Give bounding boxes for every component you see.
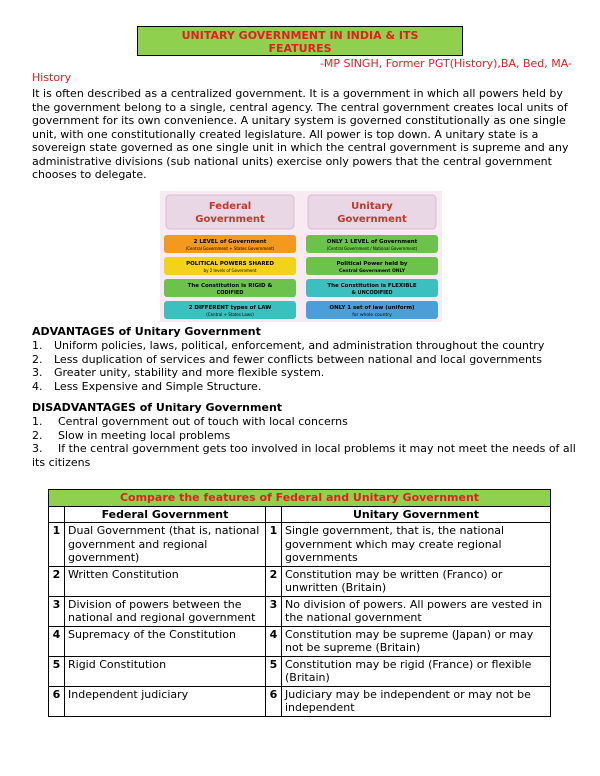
disadvantages-heading: DISADVANTAGES of Unitary Government — [32, 401, 283, 414]
list-item: 1. Uniform policies, laws, political, enforcement, and administration throughout the country — [32, 339, 545, 352]
unitary-column-header: Unitary Government — [282, 506, 551, 523]
list-item: 2. Less duplication of services and fewer conflicts between national and local governments — [32, 352, 542, 366]
unitary-row-1-sub: (Central Government / National Government) — [326, 246, 418, 251]
unitary-title-2: Government — [337, 214, 407, 225]
title-line-2: FEATURES — [268, 42, 332, 55]
unitary-row-4-title: ONLY 1 set of law (uniform) — [329, 305, 415, 311]
unitary-row-3-title: The Constitution is FLEXIBLE — [327, 283, 417, 289]
author-line: -MP SINGH, Former PGT(History),BA, Bed, MA- — [319, 57, 572, 70]
federal-title-2: Government — [195, 214, 265, 225]
unitary-row-3-sub: & UNCODIFIED — [351, 290, 393, 296]
federal-row-3-sub: CODIFIED — [216, 290, 244, 296]
unitary-title-1: Unitary — [351, 201, 393, 212]
table-row: 6 Independent judiciary 6 Judiciary may be independent or may not be independent — [49, 686, 551, 716]
unitary-row-2-sub: Central Government ONLY — [339, 269, 405, 274]
table-row: 3 Division of powers between the national and regional government 3 No division of powers. All powers are vested in the national government — [49, 596, 551, 626]
unitary-row-4-sub: for whole country — [352, 313, 392, 318]
list-item: 2. Slow in meeting local problems — [32, 428, 231, 442]
comparison-table — [48, 489, 551, 717]
advantages-heading: ADVANTAGES of Unitary Government — [32, 325, 261, 338]
disadvantages-list — [32, 415, 577, 469]
federal-vs-unitary-infographic — [160, 191, 442, 322]
list-item: 1. Central government out of touch with local concerns — [32, 415, 348, 428]
document-title — [137, 26, 463, 56]
unitary-row-2-title: Political Power held by — [336, 261, 408, 267]
federal-row-4-title: 2 DIFFERENT types of LAW — [188, 305, 272, 311]
title-line-1: UNITARY GOVERNMENT IN INDIA & ITS — [181, 29, 419, 42]
federal-row-2-title: POLITICAL POWERS SHARED — [186, 261, 274, 267]
table-caption: Compare the features of Federal and Unitary Government — [49, 490, 551, 507]
federal-row-1-sub: (Central Government + States Government) — [185, 246, 275, 251]
list-item: 3. Greater unity, stability and more flexible system. — [32, 366, 325, 379]
intro-paragraph: It is often described as a centralized government. It is a government in which all powers held by the government belong to a single, central agency. The central government creates local units of government for its own convenience. A unitary system is governed constitutionally as one single unit, with one constitutionally created legislature. All power is top down. A unitary state is a sovereign state governed as one single unit in which the central government is supreme and any administrative divisions (sub national units) exercise only powers that the central government chooses to delegate. — [32, 87, 569, 181]
table-row: 5 Rigid Constitution 5 Constitution may be rigid (France) or flexible (Britain) — [49, 656, 551, 686]
list-item: 4. Less Expensive and Simple Structure. — [32, 379, 262, 393]
advantages-list — [32, 339, 577, 393]
federal-row-3-title: The Constitution is RIGID & — [187, 283, 273, 289]
federal-row-4-sub: (Central + States Laws) — [206, 312, 254, 317]
federal-column-header: Federal Government — [65, 506, 266, 523]
list-item: 3. If the central government gets too involved in local problems it may not meet the needs of all its citizens — [32, 442, 576, 469]
table-row: 2 Written Constitution 2 Constitution may be written (Franco) or unwritten (Britain) — [49, 566, 551, 596]
unitary-row-1-title: ONLY 1 LEVEL of Government — [326, 239, 418, 245]
federal-row-2-sub: by 2 levels of Government — [203, 268, 257, 273]
table-row: 4 Supremacy of the Constitution 4 Constitution may be supreme (Japan) or may not be supreme (Britain) — [49, 626, 551, 656]
author-line-tail: History — [32, 71, 72, 84]
table-row: 1 Dual Government (that is, national government and regional government) 1 Single government, that is, the national government which may create regional governments — [49, 523, 551, 567]
federal-row-1-title: 2 LEVEL of Government — [193, 239, 267, 245]
federal-title-1: Federal — [208, 201, 252, 212]
